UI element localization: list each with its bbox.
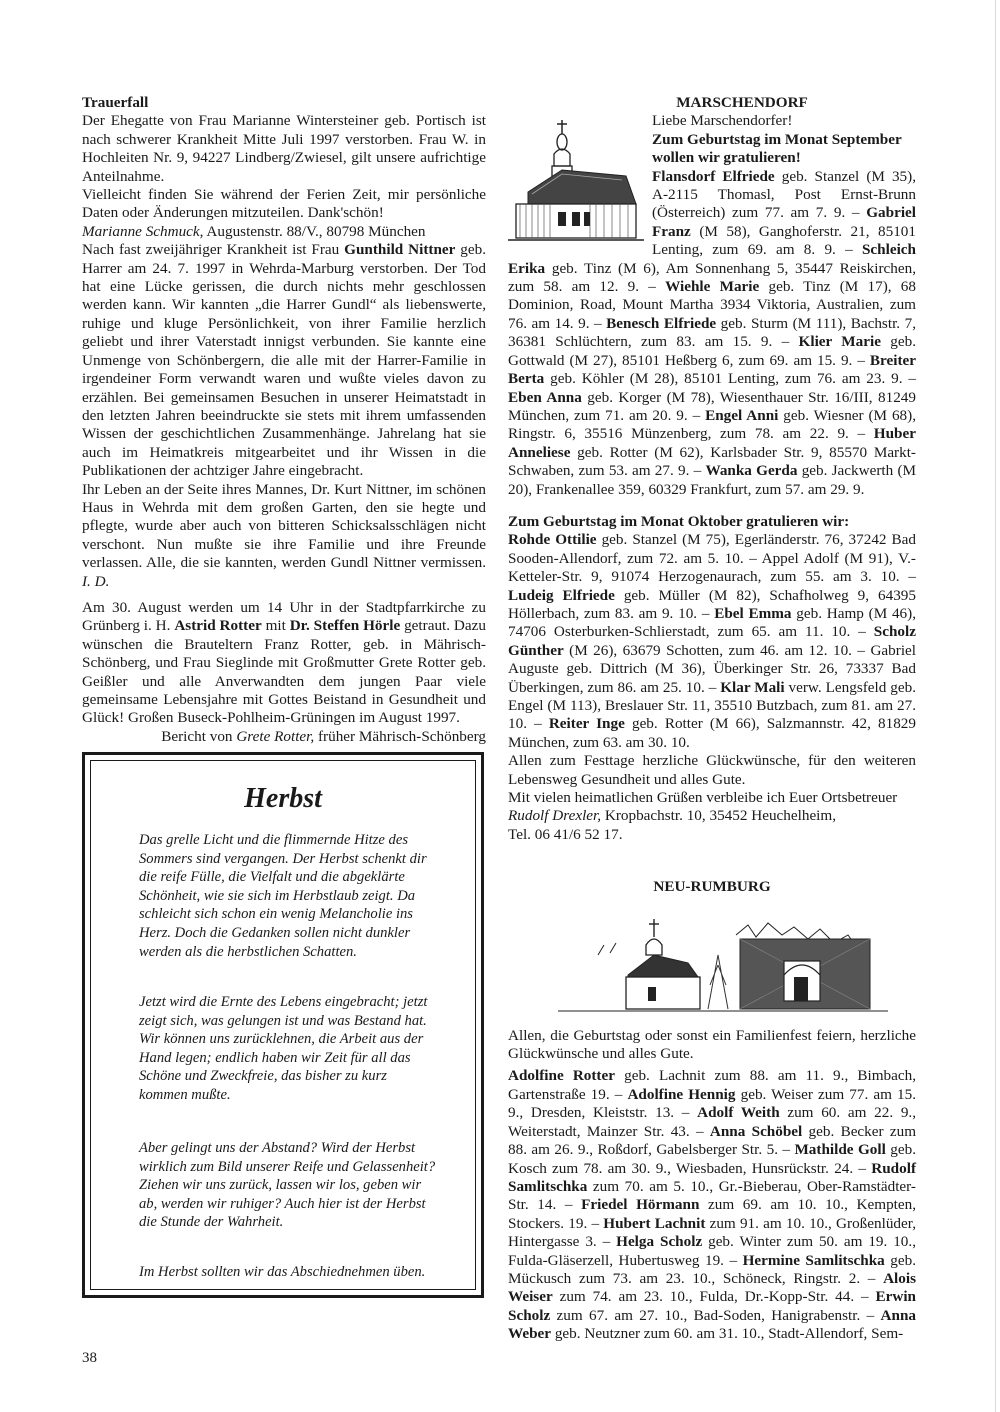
author-address: Augustenstr. 88/V., 80798 München <box>203 222 426 240</box>
person-details: geb. Stanzel (M 75), Egerländerstr. 76, 37242 Bad Sooden-Allendorf, zum 72. am 5. 10. – Appel Adolf (M 91), V.-Ketteler-Str. 9, 91074 Herzogenaurach, zum 55. am 3. 10. – <box>508 531 916 586</box>
text-span: getraut. Dazu wünschen die Brauteltern Franz Rotter, geb. in Mährisch-Schönberg, und Frau Sieglinde mit Großmutter Grete Rotter geb. Geißler und alle Anverwandten dem jungen Paar viele gemeinsame Lebensjahre mit Gottes Beistand in Gesundheit und Glück! Großen Buseck-Pohlheim-Grüningen im August 1997. <box>82 617 486 727</box>
person-name: Scholz Günther <box>508 623 916 659</box>
author-address: Kropbachstr. 10, 35452 Heuchelheim, <box>601 807 837 825</box>
october-list <box>508 531 916 752</box>
person-details: geb. Hamp (M 46), 74706 Osterburken-Schlierstadt, zum 65. am 11. 10. – <box>508 604 916 641</box>
person-details: geb. Tinz (M 6), Am Sonnenhang 5, 35447 Reiskirchen, zum 58. am 12. 9. – <box>508 259 916 296</box>
person-details: geb. Neutzner zum 60. am 31. 10., Stadt-Allendorf, Sem- <box>551 1325 904 1343</box>
neu-rumburg-title: NEU-RUMBURG <box>653 878 771 896</box>
person-name: Adolf Weith <box>697 1104 780 1122</box>
closing-wishes: Allen zum Festtage herzliche Glückwünsche, für den weiteren Lebensweg Gesundheit und alles Gute. <box>508 752 916 788</box>
person-details: zum 67. am 27. 10., Bad-Soden, Hanigrabenstr. – <box>550 1306 881 1324</box>
person-details: zum 91. am 10. 10., Großenlüder, Hintergasse 3. – <box>508 1214 916 1251</box>
person-name: Anna Schöbel <box>709 1122 803 1140</box>
person-name: Wiehle Marie <box>665 278 760 296</box>
author-name: Grete Rotter, <box>236 727 315 745</box>
name-highlight: Astrid Rotter <box>174 617 262 635</box>
text-span: Nach fast zweijähriger Krankheit ist Frau <box>82 241 345 259</box>
person-name: Hermine Samlitschka <box>742 1251 885 1269</box>
poem-stanza-2: Jetzt wird die Ernte des Lebens eingebracht; jetzt zeigt sich, was gelungen ist und was Bestand hat. Wir können uns zurücklehnen, die Arbeit aus der Hand legen; endlich haben wir Zeit für all das Schöne und Zweckfreie, das bisher zu kurz kommen mußte. <box>139 994 428 1103</box>
person-details: geb. Becker zum 88. am 26. 9., Roßdorf, Gabelsberger Str. 5. – <box>508 1122 917 1159</box>
trauerfall-heading: Trauerfall <box>82 94 149 111</box>
person-details: geb. Winter zum 50. am 19. 10., Fulda-Gläserzell, Hubertusweg 19. – <box>508 1233 916 1269</box>
person-name: Erwin Scholz <box>508 1288 916 1324</box>
september-heading: Zum Geburtstag im Monat September wollen wir gratulieren! <box>652 130 902 167</box>
person-name: Breiter Berta <box>508 351 916 388</box>
paragraph-nittner <box>82 241 486 480</box>
person-details: geb. Kosch zum 78. am 30. 9., Wiesbaden, Hunsrückstr. 24. – <box>508 1141 916 1177</box>
poem-stanza-1: Das grelle Licht und die flimmernde Hitze des Sommers sind vergangen. Der Herbst schenkt dir die reife Fülle, die Vielfalt und die abgeklärte Schönheit, wie sie sich im Herbstlaub zeigt. Da schleicht sich schon ein wenig Melancholie ins Herz. Doch die Gedanken sollen nicht dunkler werden als die herbstlichen Schatten. <box>139 832 427 960</box>
paragraph-request: Vielleicht finden Sie während der Ferien Zeit, mir persönliche Daten oder Änderungen mitzuteilen. Dank'schön! <box>82 186 486 222</box>
person-name: Friedel Hörmann <box>581 1196 700 1214</box>
text-span: geb. Harrer am 24. 7. 1997 in Wehrda-Marburg verstorben. Der Tod hat eine Lücke gerissen, die durch nichts mehr geschlossen werden kann. Wir kannten „die Harrer Gundl“ als liebenswerte, ruhige und kluge Persönlichkeit, von ihrer Familie herzlich geliebt und ihrer Vaterstadt innigst verbunden. Sie kannte eine Unmenge von Schönbergern, die alle mit der Harrer-Familie in irgendeiner Form verwandt waren und wußte vieles davon zu erzählen. Bei gemeinsamen Besuchen in unserer Heimatstadt in den letzten Jahren beeindruckte sie stets mit ihrem umfassenden Wissen der geschichtlichen Zusammenhänge. Jahrelang hat sie auch im Heimatkreis mitgearbeitet und ihr Wissen in die Publikationen der achtziger Jahre eingebracht. <box>82 241 487 480</box>
person-details: (M 58), Ganghoferstr. 21, 85101 Lenting, zum 69. am 8. 9. – <box>652 222 916 259</box>
person-name: Ludeig Elfriede <box>508 586 615 604</box>
person-details: geb. Sturm (M 111), Bachstr. 7, 36381 Schlüchtern, zum 83. am 15. 9. – <box>508 314 917 351</box>
person-details: geb. Jackwerth (M 20), Frankenallee 359, 60329 Frankfurt, zum 57. am 29. 9. <box>508 462 917 498</box>
neu-rumburg-intro: Allen, die Geburtstag oder sonst ein Familienfest feiern, herzliche Glückwünsche und alles Gute. <box>508 1026 916 1063</box>
poem-stanza-4: Im Herbst sollten wir das Abschiednehmen üben. <box>139 1264 426 1280</box>
person-name: Klier Marie <box>798 333 881 351</box>
poem-title: Herbst <box>244 783 322 814</box>
person-details: verw. Lengsfeld geb. Engel (M 113), Breslauer Str. 11, 35510 Butzbach, zum 81. am 27. 10. – <box>508 678 917 733</box>
page-number: 38 <box>82 1350 97 1366</box>
person-name: Huber Anneliese <box>508 425 916 461</box>
october-heading: Zum Geburtstag im Monat Oktober gratulieren wir: <box>508 512 850 530</box>
spacer <box>508 844 916 878</box>
spacer <box>508 499 916 513</box>
person-name: Gabriel Franz <box>652 204 916 240</box>
person-name: Schleich Erika <box>508 241 916 277</box>
person-details: geb. Weiser zum 77. am 15. 9., Dresden, Kleiststr. 13. – <box>508 1085 916 1122</box>
person-details: zum 60. am 22. 9., Weiterstadt, Mainzer Str. 43. – <box>508 1104 917 1140</box>
person-details: geb. Müller (M 82), Schafholweg 9, 64395 Höllerbach, zum 83. am 9. 10. – <box>508 586 916 622</box>
text-span: Bericht von <box>161 727 237 745</box>
name-highlight: Gunthild Nittner <box>344 241 456 259</box>
person-name: Anna Weber <box>508 1306 916 1343</box>
greeting: Liebe Marschendorfer! <box>652 112 793 130</box>
person-name: Flansdorf Elfriede <box>652 167 775 185</box>
person-name: Helga Scholz <box>616 1233 703 1251</box>
paragraph-wedding <box>82 599 486 728</box>
left-column <box>82 94 486 746</box>
right-column <box>508 94 916 1344</box>
person-name: Hubert Lachnit <box>603 1214 706 1232</box>
paragraph-signature-schmuck <box>82 223 486 241</box>
person-details: zum 69. am 10. 10., Kempten, Stockers. 19. – <box>508 1196 917 1232</box>
marschendorf-title: MARSCHENDORF <box>676 94 808 111</box>
person-details: geb. Korger (M 78), Wiesenthauer Str. 16/III, 81249 München, zum 71. am 20. 9. – <box>508 388 916 424</box>
poem-box <box>82 752 484 1298</box>
person-details: zum 74. am 23. 10., Fulda, Dr.-Kopp-Str. 44. – <box>552 1288 876 1306</box>
person-name: Rudolf Samlitschka <box>508 1159 916 1195</box>
village-illustration <box>558 915 898 1019</box>
person-details: geb. Rotter (M 62), Karlsbader Str. 9, 85570 Markt-Schwaben, zum 53. am 27. 9. – <box>508 443 916 480</box>
person-details: geb. Wiesner (M 68), Ringstr. 6, 35516 Münzenberg, zum 78. am 22. 9. – <box>508 406 917 443</box>
person-details: geb. Rotter (M 66), Salzmannstr. 42, 81829 München, zum 63. am 30. 10. <box>508 715 916 751</box>
spacer <box>82 591 486 599</box>
person-name: Mathilde Goll <box>794 1141 886 1159</box>
paragraph-wintersteiner: Der Ehegatte von Frau Marianne Wintersteiner geb. Portisch ist nach schwerer Krankheit Mitte Juli 1997 verstorben. Frau W. in Hochleiten Nr. 9, 94227 Lindberg/Zwiesel, gilt unsere aufrichtige Anteilnahme. <box>82 112 486 185</box>
person-details: (M 26), 63679 Schotten, zum 46. am 12. 10. – Gabriel Auguste geb. Dittrich (M 36), Überkinger Str. 26, 73337 Bad Überkingen, zum 86. am 25. 10. – <box>508 641 916 696</box>
scan-edge-line <box>995 0 996 1412</box>
person-name: Adolfine Hennig <box>627 1085 736 1103</box>
text-span: Am 30. August werden um 14 Uhr in der Stadtpfarrkirche zu Grünberg i. H. <box>82 598 486 635</box>
report-credit <box>82 728 486 746</box>
person-name: Eben Anna <box>508 388 582 406</box>
person-name: Benesch Elfriede <box>606 314 717 332</box>
person-details: geb. Mückusch zum 73. am 23. 10., Schöneck, Ringstr. 2. – <box>508 1251 916 1287</box>
person-details: geb. Tinz (M 17), 68 Dominion, Road, Mount Martha 3934 Viktoria, Australien, zum 76. am 14. 9. – <box>508 278 916 332</box>
author-name: Rudolf Drexler, <box>508 807 602 825</box>
neu-rumburg-list <box>508 1067 916 1343</box>
name-highlight: Dr. Steffen Hörle <box>289 617 401 635</box>
text-span: mit <box>261 617 290 635</box>
person-details: geb. Lachnit zum 88. am 11. 9., Bimbach, Gartenstraße 19. – <box>508 1067 916 1103</box>
author-phone: Tel. 06 41/6 52 17. <box>508 825 623 843</box>
person-name: Alois Weiser <box>508 1269 916 1306</box>
initials-signature: I. D. <box>82 572 110 590</box>
text-span: Ihr Leben an der Seite ihres Mannes, Dr. Kurt Nittner, im schönen Haus in Wehrda mit dem großen Garten, den sie hegte und pflegte, wurde aber auch von bitteren Schicksalsschlägen nicht verschont. Nun mußte sie ihre Familie und ihre Freunde verlassen. Alle, die sie kannten, werden Gundl Nittner vermissen. <box>82 480 486 572</box>
person-name: Rohde Ottilie <box>508 531 597 549</box>
person-details: zum 70. am 5. 10., Gr.-Bieberau, Ober-Ramstädter-Str. 14. – <box>508 1177 916 1214</box>
person-name: Wanka Gerda <box>705 462 798 480</box>
closing-greeting: Mit vielen heimatlichen Grüßen verbleibe ich Euer Ortsbetreuer <box>508 789 898 807</box>
person-details: geb. Stanzel (M 35), A-2115 Thomasl, Post Ernst-Brunn (Österreich) zum 77. am 7. 9. – <box>652 167 917 222</box>
person-name: Ebel Emma <box>714 604 792 622</box>
author-name: Marianne Schmuck, <box>82 222 204 240</box>
text-span: früher Mährisch-Schönberg <box>314 727 486 745</box>
person-name: Engel Anni <box>705 406 779 424</box>
person-details: geb. Köhler (M 28), 85101 Lenting, zum 76. am 23. 9. – <box>544 370 916 388</box>
person-name: Reiter Inge <box>548 715 625 733</box>
paragraph-nittner-life <box>82 481 486 591</box>
person-details: geb. Gottwald (M 27), 85101 Heßberg 6, zum 69. am 15. 9. – <box>508 333 916 369</box>
person-name: Adolfine Rotter <box>508 1067 615 1085</box>
person-name: Klar Mali <box>720 678 785 696</box>
closing-signature <box>508 807 916 844</box>
poem-stanza-3: Aber gelingt uns der Abstand? Wird der Herbst wirklich zum Bild unserer Reife und Gelassenheit? Ziehen wir uns zurück, lassen wir los, geben wir ab, werden wir ruhiger? Auch hier ist der Herbst die Stunde der Wahrheit. <box>139 1140 436 1231</box>
church-illustration <box>508 114 644 244</box>
